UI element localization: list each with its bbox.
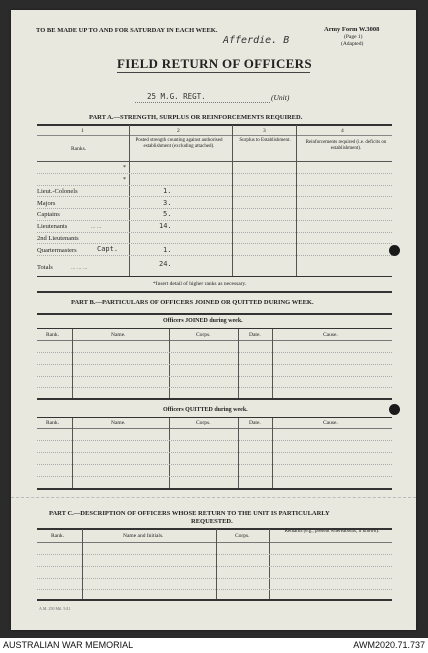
part-c-col-name: Name and Initials.	[123, 533, 164, 539]
posted-lieut-colonels: 1.	[163, 187, 172, 195]
col-number-4: 4	[341, 128, 344, 134]
rank-lieutenants: Lieutenants	[37, 223, 68, 230]
rank-lieut-colonels: Lieut.-Colonels	[37, 188, 78, 195]
punch-hole-lower	[389, 404, 400, 415]
rank-captains: Captains	[37, 211, 60, 218]
unit-value: 25 M.G. REGT.	[147, 92, 206, 101]
posted-totals: 24.	[159, 260, 172, 268]
unit-label: (Unit)	[271, 93, 290, 102]
joined-col-rank: Rank.	[46, 332, 59, 338]
col-header-posted: Posted strength counting against authorised establishment (excluding attached).	[135, 138, 223, 149]
archive-footer	[0, 638, 428, 653]
handwritten-reference: Afferdie. B	[223, 35, 290, 46]
star-row-2: *	[123, 177, 126, 183]
posted-majors: 3.	[163, 199, 172, 207]
joined-col-name: Name.	[111, 332, 126, 338]
quitted-col-cause: Cause.	[323, 420, 338, 426]
print-code: A.M. 250 Mil. 5/41	[39, 606, 71, 611]
part-a-footnote: *Insert detail of higher ranks as necessary.	[153, 281, 247, 287]
rank-majors: Majors	[37, 200, 56, 207]
page-title: FIELD RETURN OF OFFICERS	[117, 56, 312, 71]
col-number-1: 1	[81, 128, 84, 134]
footer-source: AUSTRALIAN WAR MEMORIAL	[3, 640, 134, 650]
posted-lieutenants: 14.	[159, 222, 172, 230]
quitted-col-date: Date.	[249, 420, 261, 426]
joined-title: Officers JOINED during week.	[163, 318, 243, 324]
joined-col-cause: Cause.	[323, 332, 338, 338]
part-a-heading: PART A.—STRENGTH, SURPLUS OR REINFORCEMENTS REQUIRED.	[89, 114, 303, 121]
rank-quartermasters: Quartermasters	[37, 247, 77, 254]
col-header-surplus: Surplus to Establishment.	[239, 138, 291, 143]
col-header-ranks: Ranks.	[71, 146, 87, 152]
part-c-col-rank: Rank.	[51, 533, 64, 539]
form-adapted: (Adapted)	[341, 41, 364, 47]
quitted-col-name: Name.	[111, 420, 126, 426]
top-note: TO BE MADE UP TO AND FOR SATURDAY IN EACH WEEK.	[36, 27, 218, 34]
form-number: Army Form W.3008	[324, 26, 380, 33]
quitted-title: Officers QUITTED during week.	[163, 407, 248, 413]
posted-quartermasters: 1.	[163, 246, 172, 254]
joined-col-corps: Corps.	[196, 332, 211, 338]
part-c-col-corps: Corps.	[235, 533, 250, 539]
quartermasters-note: Capt.	[97, 245, 119, 253]
footer-accession: AWM2020.71.737	[353, 640, 425, 650]
form-page: (Page 1)	[344, 34, 363, 40]
joined-col-date: Date.	[249, 332, 261, 338]
quitted-col-rank: Rank.	[46, 420, 59, 426]
col-number-3: 3	[263, 128, 266, 134]
rank-2nd-lieutenants: 2nd Lieutenants	[37, 235, 79, 242]
quitted-col-corps: Corps.	[196, 420, 211, 426]
document-page: TO BE MADE UP TO AND FOR SATURDAY IN EACH WEEK. Afferdie. B Army Form W.3008 (Page 1) (Adapted) FIELD RETURN OF OFFICERS 25 M.G. REGT. (Unit) PART A.—STRENGTH, SURPLUS OR REINFORCEMENTS REQUIRED. 1 2 3 4 Ranks. Posted strength counting against authorised establishment (excluding attached). Surplus to Establishment. Reinforcements required (i.e. deficits on establishment). * * Lieut.-Colonels 1. Majors 3. Captains 5. Lieutenants ... ... 14. 2nd Lieutenants Quartermasters Capt. 1. Totals ... ... ... 24. *Insert detail of higher ranks as necessary. PART B.—PARTICULARS OF OFFICERS JOINED OR QUITTED DURING WEEK. Officers JOINED during week. Rank. Name. Corps. Date. Cause. Officers QUITTED during week. Rank. Name. Corps. Date. Cause. PART C.—DESCRIPTION OF OFFICERS WHOSE RETURN TO THE UNIT IS PARTICULARLY REQUESTED. Rank. Name and Initials. Corps. Remarks (e.g., present whereabouts, if known). A.M. 250 Mil. 5/41	[11, 10, 416, 630]
col-header-reinforcements: Reinforcements required (i.e. deficits on establishment).	[305, 140, 387, 151]
part-c-heading-line2: REQUESTED.	[191, 518, 233, 525]
part-b-heading: PART B.—PARTICULARS OF OFFICERS JOINED OR QUITTED DURING WEEK.	[71, 299, 314, 306]
col-number-2: 2	[177, 128, 180, 134]
posted-captains: 5.	[163, 210, 172, 218]
part-c-col-remarks: Remarks (e.g., present whereabouts, if known).	[284, 529, 380, 534]
punch-hole-upper	[389, 245, 400, 256]
rank-totals: Totals	[37, 264, 53, 271]
star-row-1: *	[123, 165, 126, 171]
part-c-heading-line1: PART C.—DESCRIPTION OF OFFICERS WHOSE RETURN TO THE UNIT IS PARTICULARLY	[49, 510, 330, 517]
